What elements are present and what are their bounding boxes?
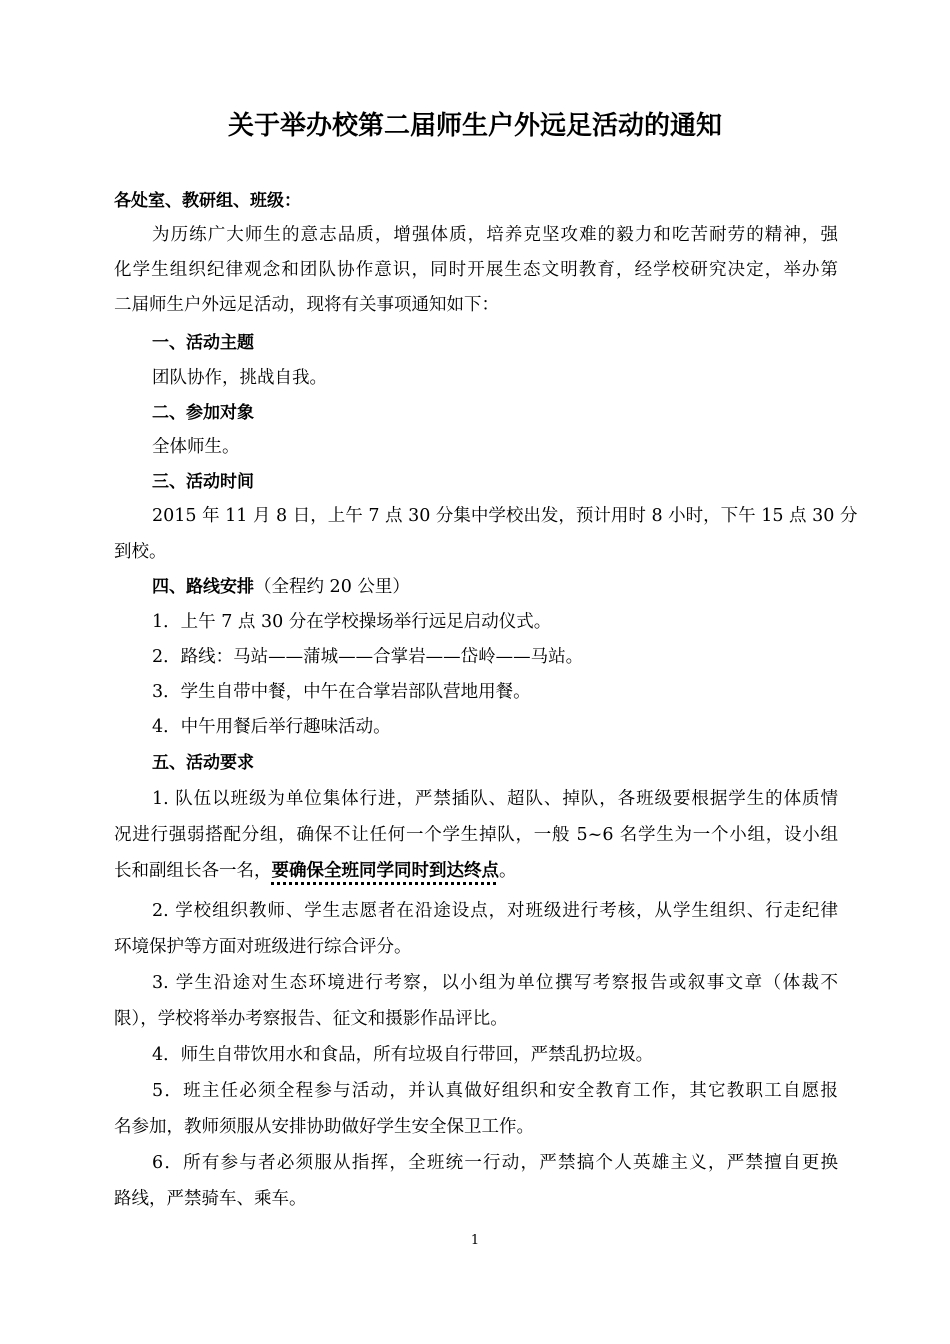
requirement-1-text: 长和副组长各一名， xyxy=(114,861,272,881)
route-item: 3．学生自带中餐，中午在合掌岩部队营地用餐。 xyxy=(152,682,531,702)
requirement-4-line-1: 4．师生自带饮用水和食品，所有垃圾自行带回，严禁乱扔垃圾。 xyxy=(152,1045,654,1065)
section-heading-route: 四、路线安排 xyxy=(152,577,254,597)
route-distance-note: （全程约 20 公里） xyxy=(254,577,410,597)
requirement-1-emphasis: 要确保全班同学同时到达终点 xyxy=(271,861,499,881)
requirement-1-end: 。 xyxy=(499,861,517,881)
requirement-6-line-1: 6．所有参与者必须服从指挥，全班统一行动，严禁搞个人英雄主义，严禁擅自更换 xyxy=(152,1153,838,1173)
requirement-1-line-3 xyxy=(114,858,838,884)
section-heading-theme: 一、活动主题 xyxy=(152,333,254,353)
requirement-5-line-1: 5．班主任必须全程参与活动，并认真做好组织和安全教育工作，其它教职工自愿报 xyxy=(152,1081,838,1101)
requirement-3-line-2: 限），学校将举办考察报告、征文和摄影作品评比。 xyxy=(114,1009,508,1029)
section-heading-route-row xyxy=(152,574,838,600)
document-title: 关于举办校第二届师生户外远足活动的通知 xyxy=(227,111,722,141)
requirement-3-line-1: 3. 学生沿途对生态环境进行考察，以小组为单位撰写考察报告或叙事文章（体裁不 xyxy=(152,973,838,993)
intro-line-2: 化学生组织纪律观念和团队协作意识，同时开展生态文明教育，经学校研究决定，举办第 xyxy=(114,260,838,280)
salutation: 各处室、教研组、班级： xyxy=(114,191,301,211)
route-item: 4．中午用餐后举行趣味活动。 xyxy=(152,717,391,737)
section-heading-time: 三、活动时间 xyxy=(152,472,254,492)
intro-line-3: 二届师生户外远足活动，现将有关事项通知如下： xyxy=(114,295,499,315)
requirement-1-line-1: 1. 队伍以班级为单位集体行进，严禁插队、超队、掉队，各班级要根据学生的体质情 xyxy=(152,789,838,809)
route-item: 2．路线：马站——蒲城——合掌岩——岱岭——马站。 xyxy=(152,647,584,667)
requirement-6-line-2: 路线，严禁骑车、乘车。 xyxy=(114,1189,307,1209)
route-item: 1．上午 7 点 30 分在学校操场举行远足启动仪式。 xyxy=(152,612,552,632)
page-number: 1 xyxy=(470,1233,480,1248)
intro-line-1: 为历练广大师生的意志品质，增强体质，培养克坚攻难的毅力和吃苦耐劳的精神，强 xyxy=(152,225,838,245)
requirement-2-line-1: 2. 学校组织教师、学生志愿者在沿途设点，对班级进行考核，从学生组织、行走纪律 xyxy=(152,901,838,921)
requirement-5-line-2: 名参加，教师须服从安排协助做好学生安全保卫工作。 xyxy=(114,1117,534,1137)
participants-text: 全体师生。 xyxy=(152,437,240,457)
theme-text: 团队协作，挑战自我。 xyxy=(152,368,327,388)
time-line-1: 2015 年 11 月 8 日，上午 7 点 30 分集中学校出发，预计用时 8 小时，下午 15 点 30 分 xyxy=(152,506,858,526)
requirement-1-line-2: 况进行强弱搭配分组，确保不让任何一个学生掉队，一般 5~6 名学生为一个小组，设小组 xyxy=(114,825,838,845)
section-heading-participants: 二、参加对象 xyxy=(152,403,254,423)
requirement-2-line-2: 环境保护等方面对班级进行综合评分。 xyxy=(114,937,412,957)
section-heading-requirements: 五、活动要求 xyxy=(152,753,254,773)
time-line-2: 到校。 xyxy=(114,542,167,562)
